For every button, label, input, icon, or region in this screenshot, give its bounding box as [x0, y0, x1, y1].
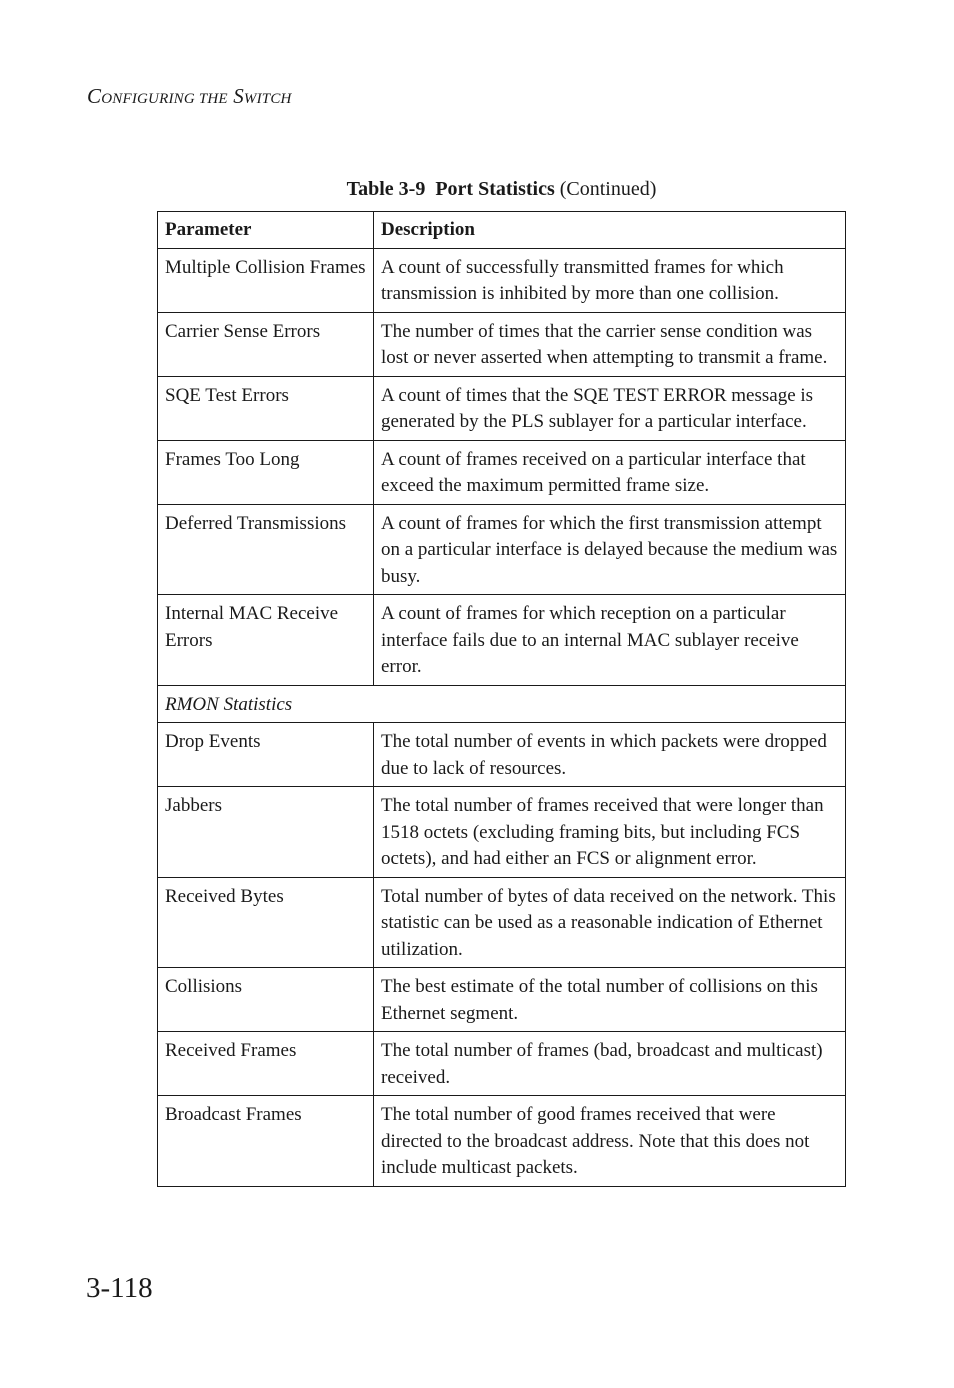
caption-title: Port Statistics — [435, 178, 555, 200]
table-row — [158, 968, 846, 1032]
description-cell: The best estimate of the total number of collisions on this Ethernet segment. — [374, 968, 846, 1032]
parameter-cell: Jabbers — [158, 787, 374, 878]
table-body — [158, 248, 846, 1186]
table-row — [158, 376, 846, 440]
table-row — [158, 877, 846, 968]
description-cell: A count of frames for which the first transmission attempt on a particular interface is delayed because the medium was busy. — [374, 504, 846, 595]
description-cell: The total number of events in which packets were dropped due to lack of resources. — [374, 723, 846, 787]
parameter-cell: Broadcast Frames — [158, 1096, 374, 1187]
running-head-word-2: WITCH — [243, 91, 292, 107]
caption-label: Table 3-9 — [346, 178, 426, 200]
parameter-cell: Collisions — [158, 968, 374, 1032]
description-cell: The number of times that the carrier sense condition was lost or never asserted when attempting to transmit a frame. — [374, 312, 846, 376]
description-cell: A count of successfully transmitted frames for which transmission is inhibited by more than one collision. — [374, 248, 846, 312]
parameter-cell: Deferred Transmissions — [158, 504, 374, 595]
table-row — [158, 504, 846, 595]
table-row — [158, 723, 846, 787]
running-head-initial-2: S — [233, 84, 244, 108]
description-cell: The total number of frames (bad, broadcast and multicast) received. — [374, 1032, 846, 1096]
running-head-word-1: ONFIGURING THE — [101, 91, 228, 107]
table-header-row — [158, 212, 846, 249]
table-row — [158, 248, 846, 312]
description-cell: A count of frames for which reception on a particular interface fails due to an internal MAC sublayer receive error. — [374, 595, 846, 686]
page-number: 3-118 — [86, 1272, 153, 1304]
description-cell: A count of times that the SQE TEST ERROR message is generated by the PLS sublayer for a particular interface. — [374, 376, 846, 440]
parameter-cell: Carrier Sense Errors — [158, 312, 374, 376]
header-parameter: Parameter — [158, 212, 374, 249]
header-description: Description — [374, 212, 846, 249]
parameter-cell: Received Frames — [158, 1032, 374, 1096]
parameter-cell: Multiple Collision Frames — [158, 248, 374, 312]
parameter-cell: Drop Events — [158, 723, 374, 787]
running-head — [87, 84, 292, 109]
description-cell: A count of frames received on a particular interface that exceed the maximum permitted frame size. — [374, 440, 846, 504]
parameter-cell: Received Bytes — [158, 877, 374, 968]
table-row — [158, 1096, 846, 1187]
port-statistics-table — [157, 211, 846, 1187]
table-row — [158, 595, 846, 686]
description-cell: The total number of frames received that were longer than 1518 octets (excluding framing bits, but including FCS octets), and had either an FCS or alignment error. — [374, 787, 846, 878]
parameter-cell: Frames Too Long — [158, 440, 374, 504]
table-row — [158, 1032, 846, 1096]
description-cell: Total number of bytes of data received on the network. This statistic can be used as a reasonable indication of Ethernet utilization. — [374, 877, 846, 968]
table-caption — [157, 178, 846, 201]
section-row — [158, 685, 846, 723]
description-cell: The total number of good frames received that were directed to the broadcast address. Note that this does not include multicast packets. — [374, 1096, 846, 1187]
parameter-cell: Internal MAC Receive Errors — [158, 595, 374, 686]
parameter-cell: SQE Test Errors — [158, 376, 374, 440]
table-row — [158, 440, 846, 504]
table-row — [158, 312, 846, 376]
section-label: RMON Statistics — [158, 685, 846, 723]
running-head-initial-1: C — [87, 84, 102, 108]
caption-suffix: (Continued) — [559, 178, 657, 200]
table-row — [158, 787, 846, 878]
